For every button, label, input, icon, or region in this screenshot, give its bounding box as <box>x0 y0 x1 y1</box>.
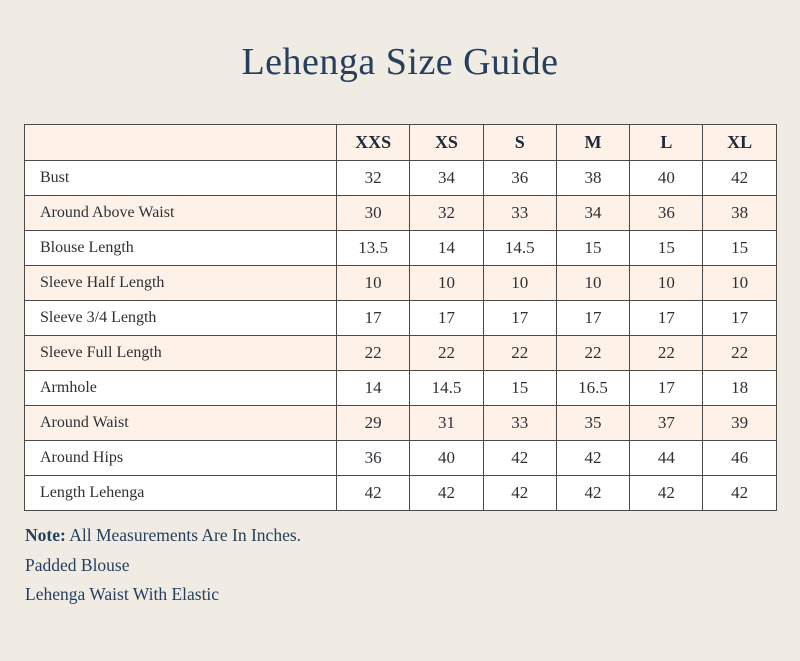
table-row <box>25 231 777 266</box>
row-label: Blouse Length <box>25 231 337 266</box>
row-label: Length Lehenga <box>25 476 337 511</box>
cell-value: 38 <box>556 161 629 196</box>
cell-value: 32 <box>410 196 483 231</box>
cell-value: 17 <box>630 301 703 336</box>
cell-value: 13.5 <box>337 231 410 266</box>
size-header-xs: XS <box>410 125 483 161</box>
cell-value: 39 <box>703 406 776 441</box>
cell-value: 17 <box>337 301 410 336</box>
table-row <box>25 441 777 476</box>
cell-value: 44 <box>630 441 703 476</box>
table-row <box>25 266 777 301</box>
cell-value: 31 <box>410 406 483 441</box>
cell-value: 22 <box>556 336 629 371</box>
cell-value: 15 <box>630 231 703 266</box>
table-row <box>25 476 777 511</box>
cell-value: 17 <box>556 301 629 336</box>
cell-value: 10 <box>483 266 556 301</box>
row-label: Around Hips <box>25 441 337 476</box>
cell-value: 22 <box>630 336 703 371</box>
cell-value: 34 <box>410 161 483 196</box>
cell-value: 16.5 <box>556 371 629 406</box>
cell-value: 17 <box>410 301 483 336</box>
cell-value: 38 <box>703 196 776 231</box>
row-label: Around Waist <box>25 406 337 441</box>
cell-value: 30 <box>337 196 410 231</box>
cell-value: 17 <box>630 371 703 406</box>
cell-value: 42 <box>703 161 776 196</box>
cell-value: 42 <box>556 441 629 476</box>
cell-value: 14.5 <box>410 371 483 406</box>
cell-value: 18 <box>703 371 776 406</box>
cell-value: 33 <box>483 196 556 231</box>
note-text: Lehenga Waist With Elastic <box>25 584 220 604</box>
cell-value: 15 <box>556 231 629 266</box>
cell-value: 14 <box>410 231 483 266</box>
note-line <box>25 556 301 574</box>
row-label: Around Above Waist <box>25 196 337 231</box>
size-header-xl: XL <box>703 125 776 161</box>
row-label: Sleeve 3/4 Length <box>25 301 337 336</box>
cell-value: 22 <box>337 336 410 371</box>
cell-value: 10 <box>556 266 629 301</box>
row-label: Armhole <box>25 371 337 406</box>
note-label: Note: <box>25 525 66 545</box>
cell-value: 40 <box>630 161 703 196</box>
size-table-body <box>25 161 777 511</box>
cell-value: 17 <box>703 301 776 336</box>
cell-value: 36 <box>337 441 410 476</box>
cell-value: 10 <box>703 266 776 301</box>
cell-value: 36 <box>630 196 703 231</box>
cell-value: 46 <box>703 441 776 476</box>
cell-value: 22 <box>410 336 483 371</box>
cell-value: 14 <box>337 371 410 406</box>
size-header-xxs: XXS <box>337 125 410 161</box>
note-line <box>25 585 301 603</box>
cell-value: 32 <box>337 161 410 196</box>
cell-value: 34 <box>556 196 629 231</box>
table-row <box>25 406 777 441</box>
table-row <box>25 336 777 371</box>
table-row <box>25 161 777 196</box>
note-text: All Measurements Are In Inches. <box>65 525 302 545</box>
cell-value: 22 <box>483 336 556 371</box>
cell-value: 42 <box>410 476 483 511</box>
cell-value: 36 <box>483 161 556 196</box>
table-header-row <box>25 125 777 161</box>
notes-section <box>25 526 301 615</box>
cell-value: 10 <box>630 266 703 301</box>
cell-value: 15 <box>483 371 556 406</box>
cell-value: 42 <box>630 476 703 511</box>
cell-value: 22 <box>703 336 776 371</box>
cell-value: 17 <box>483 301 556 336</box>
cell-value: 10 <box>410 266 483 301</box>
cell-value: 15 <box>703 231 776 266</box>
size-header-l: L <box>630 125 703 161</box>
cell-value: 42 <box>703 476 776 511</box>
cell-value: 35 <box>556 406 629 441</box>
cell-value: 10 <box>337 266 410 301</box>
note-text: Padded Blouse <box>25 554 130 575</box>
cell-value: 40 <box>410 441 483 476</box>
row-label: Sleeve Full Length <box>25 336 337 371</box>
size-header-s: S <box>483 125 556 161</box>
table-row <box>25 301 777 336</box>
row-label: Bust <box>25 161 337 196</box>
cell-value: 42 <box>337 476 410 511</box>
table-row <box>25 371 777 406</box>
table-row <box>25 196 777 231</box>
cell-value: 37 <box>630 406 703 441</box>
cell-value: 29 <box>337 406 410 441</box>
size-guide-table <box>24 124 777 511</box>
size-header-m: M <box>556 125 629 161</box>
header-empty-cell <box>25 125 337 161</box>
row-label: Sleeve Half Length <box>25 266 337 301</box>
cell-value: 42 <box>556 476 629 511</box>
page-title: Lehenga Size Guide <box>241 41 559 83</box>
cell-value: 33 <box>483 406 556 441</box>
cell-value: 42 <box>483 441 556 476</box>
note-line <box>25 526 301 544</box>
cell-value: 14.5 <box>483 231 556 266</box>
cell-value: 42 <box>483 476 556 511</box>
